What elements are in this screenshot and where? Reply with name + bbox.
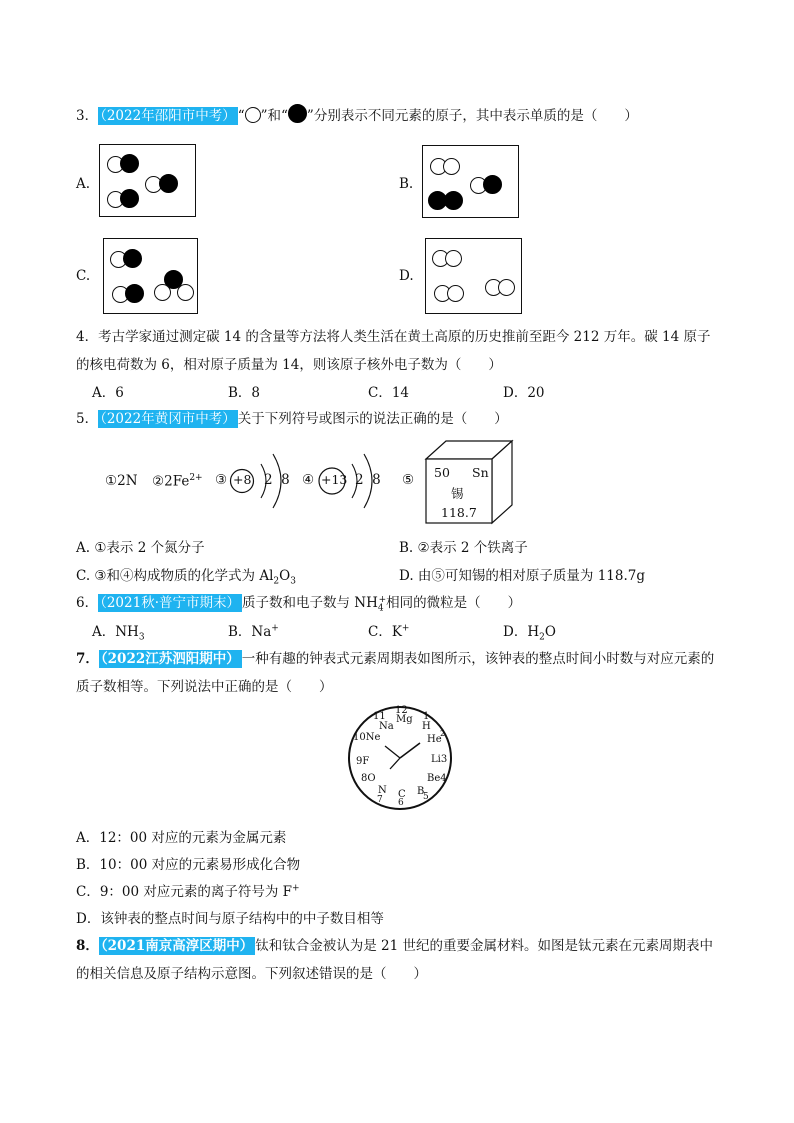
q6-option-b[interactable]: B．Na+ xyxy=(228,623,279,640)
q5-option-d[interactable]: D. 由⑤可知锡的相对原子质量为 118.7g xyxy=(399,568,646,584)
q8-stem-line1: 8． （2021南京高淳区期中） 钛和钛合金被认为是 21 世纪的重要金属材料。如图是钛元素在元素周期表中 xyxy=(76,938,713,954)
q6-option-d[interactable]: D．$H_2O$ xyxy=(503,624,556,643)
white-atom-icon xyxy=(443,158,460,175)
q7-option-d[interactable]: D．该钟表的整点时间与原子结构中的中子数目相等 xyxy=(76,911,384,927)
q4-option-b[interactable]: B．8 xyxy=(228,385,261,401)
tin-atomic-number: 50 xyxy=(434,465,450,480)
q3-option-a-diagram[interactable] xyxy=(99,144,196,217)
q7-stem-line1: 7． （2022江苏泗阳期中） 一种有趣的钟表式元素周期表如图所示，该钟表的整点时间小时数与对应元素的 xyxy=(76,651,715,667)
q3-option-d-label[interactable]: D. xyxy=(399,268,414,284)
q8-stem-line2: 的相关信息及原子结构示意图。下列叙述错误的是（ ） xyxy=(76,966,427,982)
question-number: 3． xyxy=(76,108,99,124)
q4-stem-line1: 4．考古学家通过测定碳 14 的含量等方法将人类生活在黄土高原的历史推前至距今 212 万年。碳 14 原子 xyxy=(76,329,711,345)
source-tag: （2021南京高淳区期中） xyxy=(100,938,254,954)
q3-option-a-label[interactable]: A. xyxy=(76,176,91,192)
q4-option-a[interactable]: A．6 xyxy=(92,385,124,401)
question-number: 6． xyxy=(76,595,99,611)
q5-stem: 5． （2022年黄冈市中考） 关于下列符号或图示的说法正确的是（ ） xyxy=(76,411,508,427)
symbol-5-label: ⑤ xyxy=(402,472,415,488)
q7-stem-line2: 质子数相等。下列说法中正确的是（ ） xyxy=(76,679,333,695)
black-atom-icon xyxy=(125,284,144,303)
black-atom-icon xyxy=(288,104,307,123)
white-atom-icon xyxy=(177,284,194,301)
symbol-2n: ①2N xyxy=(105,473,138,489)
q3-option-b-diagram[interactable] xyxy=(422,145,519,218)
q6-option-a[interactable]: A．$NH_3$ xyxy=(92,624,145,643)
white-atom-icon xyxy=(154,284,171,301)
q3-option-d-diagram[interactable] xyxy=(425,238,522,314)
question-number: 8． xyxy=(76,938,99,954)
q7-option-c[interactable]: C．9：00 对应元素的离子符号为 F+ xyxy=(76,883,300,900)
black-atom-icon xyxy=(483,175,502,194)
question-number: 7． xyxy=(76,651,99,667)
source-tag: （2022年黄冈市中考） xyxy=(100,411,236,427)
element-clock-figure: 12 Mg 11 Na 1 H 10Ne He 2 Li3 9F Be4 8O B 5 N 7 C 6 xyxy=(345,703,455,813)
white-atom-icon xyxy=(445,250,462,267)
tin-relative-mass: 118.7 xyxy=(441,505,477,520)
q3-option-c-diagram[interactable] xyxy=(103,238,198,314)
q3-option-b-label[interactable]: B. xyxy=(399,176,414,192)
symbol-2fe: $②2Fe^{2+}$ xyxy=(152,473,203,490)
q6-option-c[interactable]: C．K+ xyxy=(368,623,410,640)
q5-option-b[interactable]: B. ②表示 2 个铁离子 xyxy=(399,540,528,556)
q3-stem: 3． （2022年邵阳市中考） “ ”和“ ”分别表示不同元素的原子，其中表示单质的是（ ） xyxy=(76,104,638,124)
black-atom-icon xyxy=(120,154,139,173)
q7-option-a[interactable]: A．12：00 对应的元素为金属元素 xyxy=(76,830,287,846)
source-tag: （2021秋·普宁市期末） xyxy=(100,595,240,611)
question-number: 5． xyxy=(76,411,99,427)
white-atom-icon xyxy=(245,107,261,123)
black-atom-icon xyxy=(123,249,142,268)
white-atom-icon xyxy=(447,285,464,302)
q4-option-c[interactable]: C．14 xyxy=(368,385,410,401)
white-atom-icon xyxy=(498,279,515,296)
tin-symbol: Sn xyxy=(472,465,489,480)
q7-option-b[interactable]: B．10：00 对应的元素易形成化合物 xyxy=(76,857,301,873)
black-atom-icon xyxy=(120,189,139,208)
q6-stem: 6． （2021秋·普宁市期末） 质子数和电子数与 $NH_4^+$相同的微粒是（ ） xyxy=(76,594,522,614)
tin-name: 锡 xyxy=(451,486,464,501)
q5-option-a[interactable]: A. ①表示 2 个氮分子 xyxy=(76,540,205,556)
source-tag: （2022年邵阳市中考） xyxy=(100,108,236,124)
atom-structure-aluminum-ion: ④ +13 2 8 xyxy=(302,446,387,516)
q4-stem-line2: 的核电荷数为 6，相对原子质量为 14，则该原子核外电子数为（ ） xyxy=(76,357,502,373)
black-atom-icon xyxy=(444,191,463,210)
q5-option-c[interactable]: C. ③和④构成物质的化学式为 $Al_2O_3$ xyxy=(76,568,296,587)
source-tag: （2022江苏泗阳期中） xyxy=(100,651,240,667)
black-atom-icon xyxy=(159,174,178,193)
atom-structure-oxygen-ion: ③ +8 2 8 xyxy=(215,446,295,516)
q3-option-c-label[interactable]: C. xyxy=(76,268,91,284)
q4-option-d[interactable]: D．20 xyxy=(503,385,545,401)
